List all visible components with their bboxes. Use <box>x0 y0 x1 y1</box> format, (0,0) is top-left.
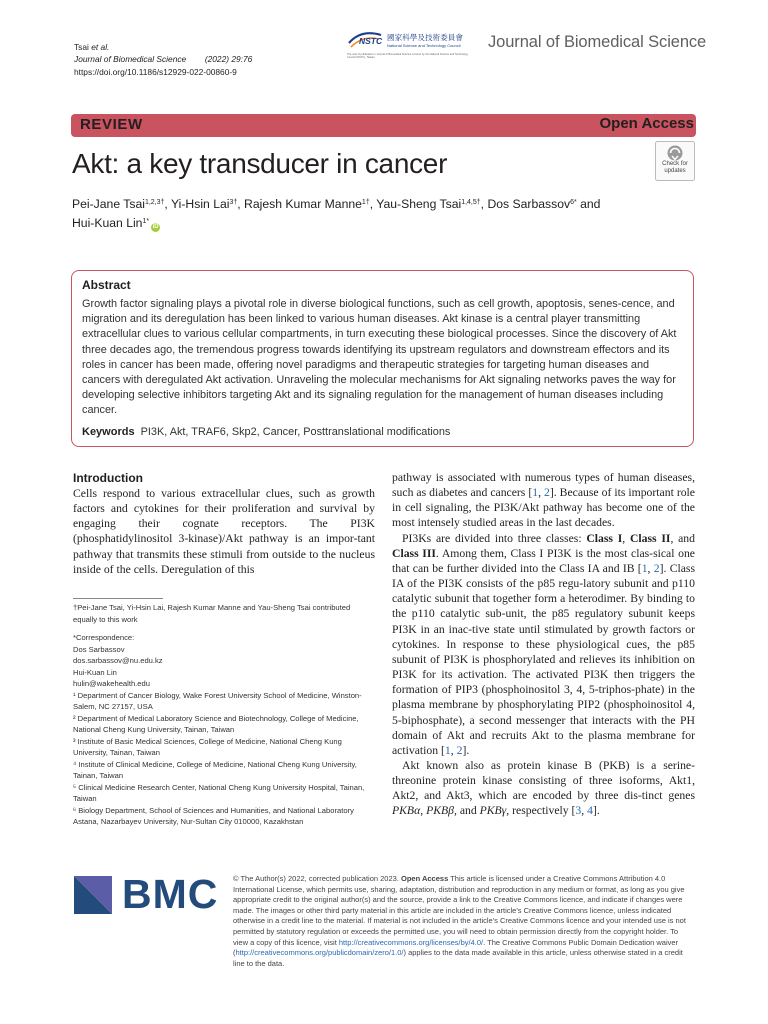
author-name[interactable]: Dos Sarbassov <box>487 197 571 211</box>
abstract-text: Growth factor signaling plays a pivotal role in diverse biological functions, such as cell growth, apoptosis, senes-cence, and migration and its deregulation has been linked to various human diseases. Akt kinase is a central player transmitting extracellular clues to various cellular compartments, in turn executing these biological processes. Since the discovery of Akt three decades ago, the tremendous progress towards identifying its upstream regulators and downstream effectors and its roles in cancer has been made, offering novel paradigms and therapeutic strategies for targeting human diseases and cancers with deregulated Akt activation. Unraveling the molecular mechanisms for Akt signaling networks paves the way for developing selective inhibitors targeting Akt and its signaling regulation for the management of human diseases including cancer. <box>82 298 677 417</box>
citation-link[interactable]: 1 <box>444 743 451 757</box>
affiliation: ⁶ Biology Department, School of Sciences and Humanities, and National Laboratory Astana, Nazarbayev University, Nur-Sultan City 010000, Kazakhstan <box>73 805 354 826</box>
footnotes <box>73 602 373 828</box>
author-list: Pei-Jane Tsai$^{1,2,3\dagger}$, Yi-Hsin Lai$^{3\dagger}$, Rajesh Kumar Manne$^{1\dagger}$, Yau-Sheng Tsai$^{1,4,5\dagger}$, Dos Sarbassov$^{6*}$ and Hui-Kuan Lin$^{1*}$iD <box>72 197 601 230</box>
correspondence-label: *Correspondence: <box>73 633 135 642</box>
nstc-emblem-icon <box>347 27 477 53</box>
citation-block <box>74 41 252 78</box>
citation-link[interactable]: 3 <box>575 804 582 818</box>
body-paragraph: Cells respond to various extracellular clues, such as growth factors and cytokines for their proliferation and survival by engaging their cognate receptors. The PI3K (phosphatidylinositol 3-kinase)/Akt pathway is an impor-tant pathway that transmits these stimuli from outside to the nucleus inside of the cells. Deregulation of this <box>73 487 375 576</box>
citation-link[interactable]: 1 <box>641 561 648 575</box>
footnote-divider <box>73 598 163 599</box>
open-access-label: Open Access <box>599 115 694 132</box>
svg-text:國家科學及技術委員會: 國家科學及技術委員會 <box>387 33 463 42</box>
affiliation: ⁵ Clinical Medicine Research Center, National Cheng Kung University Hospital, Tainan, Taiwan <box>73 782 365 803</box>
citation-link[interactable]: 1 <box>532 486 539 500</box>
citation-doi[interactable]: https://doi.org/10.1186/s12929-022-00860-9 <box>74 66 237 77</box>
author-name[interactable]: Yi-Hsin Lai <box>170 197 230 211</box>
citation-link[interactable]: 2 <box>456 743 463 757</box>
license-text: © The Author(s) 2022, corrected publication 2023. Open Access This article is licensed under a Creative Commons Attribution 4.0 International License, which permits use, sharing, adaptation, distribution and reproduction in any medium or format, as long as you give appropriate credit to the original author(s) and the source, provide a link to the Creative Commons licence, and indicate if changes were made. The images or other third party material in this article are included in the article's Creative Commons licence, unless indicated otherwise in a credit line to the material. If material is not included in the article's Creative Commons licence and your intended use is not permitted by statutory regulation or exceeds the permitted use, you will need to obtain permission directly from the copyright holder. To view a copy of this licence, visit http://creativecommons.org/licenses/by/4.0/. The Creative Commons Public Domain Dedication waiver (http://creativecommons.org/publicdomain/zero/1.0/) applies to the data made available in this article, unless otherwise stated in a credit line to the data. <box>233 874 686 968</box>
author-name[interactable]: Pei-Jane Tsai <box>72 197 145 211</box>
svg-text:National Science and Technolog: National Science and Technology Council <box>387 43 461 48</box>
affiliation: ⁴ Institute of Clinical Medicine, College of Medicine, National Cheng Kung University, Tainan, Taiwan <box>73 759 357 780</box>
body-paragraph: pathway is associated with numerous types of human diseases, such as diabetes and cancers [1, 2]. Because of its important role in cell signaling, the PI3K/Akt pathway has become one of the most intensely studied areas in the last decades. <box>392 471 695 530</box>
author-name[interactable]: Yau-Sheng Tsai <box>376 197 462 211</box>
orcid-icon[interactable]: iD <box>152 223 159 230</box>
citation-link[interactable]: 4 <box>587 804 593 818</box>
body-paragraph: PI3Ks are divided into three classes: Class I, Class II, and Class III. Among them, Class I PI3K is the most clas-sical one that can be further divided into the Class IA and IB [1, 2]. Class IA of the PI3K consists of the p85 regu-latory subunit and p110 catalytic subunit that together form a heterodimer. By binding to the p110 catalytic sub-unit, the p85 regulatory subunit keeps PI3K in an inac-tive state until stimulated by growth factors or cytokines. In response to these physiological cues, the p85 subunit of PI3K is phosphorylated and relieves its inhibition on PI3K for its activation. The activated PI3K then triggers the formation of PIP3 (phosphoinositol 3, 4, 5-triphos-phate) in the plasma membrane by phosphorylating PIP2 (phosphoinositol 4, 5-biphosphate), a second messenger that interacts with the PH domain of Akt and recruits Akt to the plasma membrane for activation [1, 2]. <box>392 531 696 757</box>
right-column <box>392 470 695 819</box>
citation-journal: Journal of Biomedical Science (2022) 29:76 <box>74 54 253 65</box>
abstract-heading: Abstract <box>82 278 131 292</box>
section-heading-introduction: Introduction <box>73 471 143 485</box>
bmc-logo[interactable] <box>74 871 219 917</box>
nstc-logo <box>347 27 477 65</box>
contact-email[interactable]: hulin@wakehealth.edu <box>73 679 150 688</box>
keywords <box>82 426 450 438</box>
license-link[interactable]: http://creativecommons.org/licenses/by/4.0/ <box>338 937 484 947</box>
keywords-label: Keywords <box>82 426 135 438</box>
author-name[interactable]: Rajesh Kumar Manne <box>244 197 362 211</box>
check-for-updates-badge[interactable] <box>655 141 695 181</box>
keywords-list: PI3K, Akt, TRAF6, Skp2, Cancer, Posttranslational modifications <box>140 426 451 438</box>
bmc-mark-icon <box>74 876 112 914</box>
contact-name: Dos Sarbassov <box>73 644 125 654</box>
journal-brand[interactable]: Journal of Biomedical Science <box>488 33 707 51</box>
equal-contribution-note: †Pei-Jane Tsai, Yi-Hsin Lai, Rajesh Kumar Manne and Yau-Sheng Tsai contributed equally to this work <box>73 603 351 624</box>
contact-name: Hui-Kuan Lin <box>73 667 117 677</box>
affiliation: ¹ Department of Cancer Biology, Wake Forest University School of Medicine, Winston-Salem, NC 27157, USA <box>73 690 362 711</box>
author-name[interactable]: Hui-Kuan Lin <box>72 215 143 230</box>
check-updates-text: Check for updates <box>662 161 688 174</box>
affiliation: ³ Institute of Basic Medical Sciences, College of Medicine, National Cheng Kung University, Tainan, Taiwan <box>73 736 342 757</box>
body-paragraph: Akt known also as protein kinase B (PKB) is a serine-threonine protein kinase consisting of three isoforms, Akt1, Akt2, and Akt3, which are encoded by three dis-tinct genes PKBα, PKBβ, and PKBγ, respectively [3, 4]. <box>392 758 695 818</box>
bmc-wordmark: BMC <box>122 871 219 917</box>
citation-author: Tsai et al. <box>74 42 110 52</box>
article-type-label: REVIEW <box>80 116 143 133</box>
contact-email[interactable]: dos.sarbassov@nu.edu.kz <box>73 656 163 665</box>
affiliation: ² Department of Medical Laboratory Science and Biotechnology, College of Medicine, National Cheng Kung University, Tainan, Taiwan <box>73 713 359 734</box>
left-column <box>73 470 375 577</box>
article-title: Akt: a key transducer in cancer <box>72 148 448 179</box>
citation-link[interactable]: 2 <box>653 561 660 575</box>
citation-link[interactable]: 2 <box>544 486 550 500</box>
nstc-tagline: The cost of publication in Journal of Biomedical Science is borne by the National Science and Technology Council (NSTC), Taiwan. <box>347 53 468 60</box>
svg-text:NSTC: NSTC <box>359 36 383 46</box>
public-domain-link[interactable]: http://creativecommons.org/publicdomain/zero/1.0/ <box>235 948 404 958</box>
